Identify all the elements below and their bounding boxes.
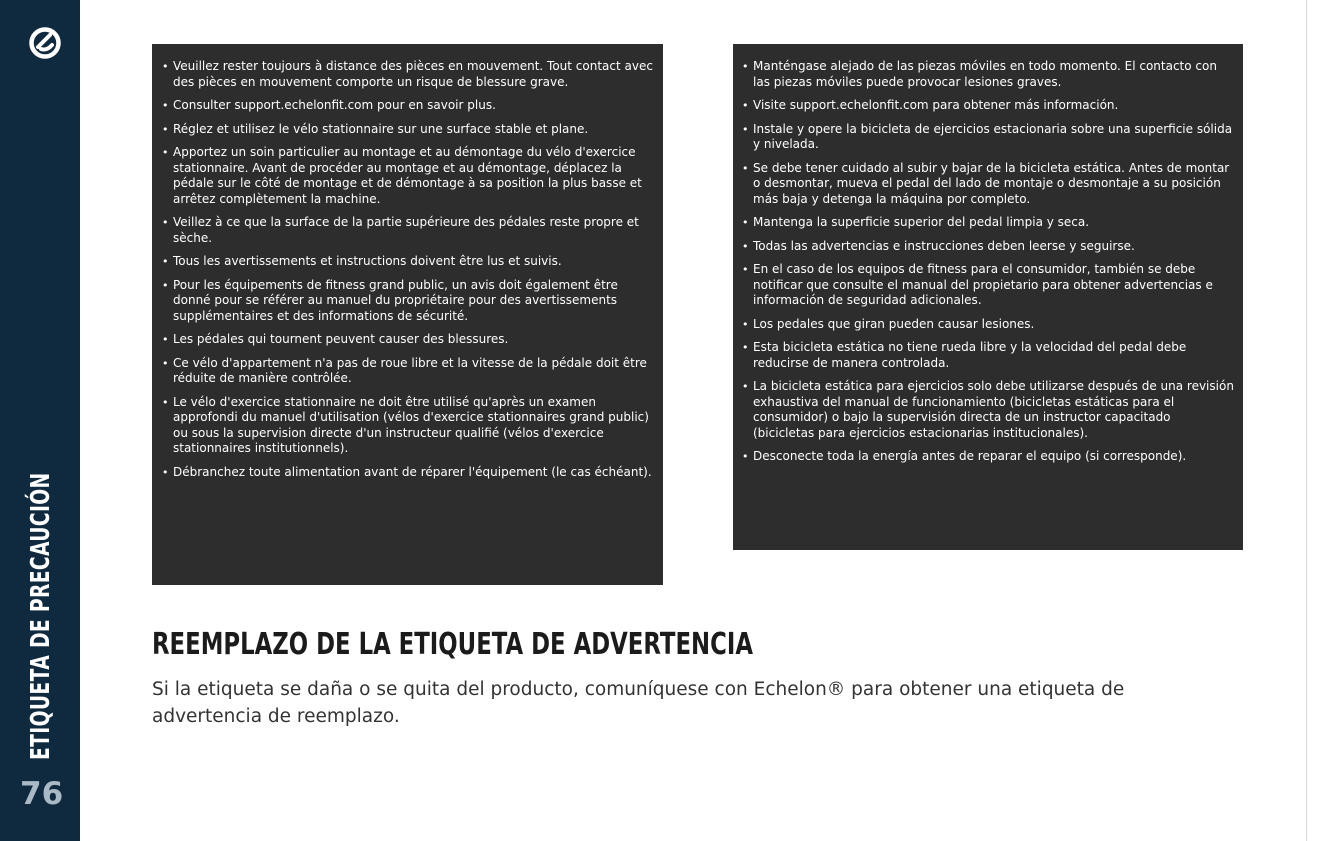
warning-item: • Ce vélo d'appartement n'a pas de roue libre et la vitesse de la pédale doit être réduite de manière contrôlée. [162,356,655,387]
warning-item: • Consulter support.echelonfit.com pour en savoir plus. [162,98,655,114]
warning-item: • En el caso de los equipos de fitness para el consumidor, también se debe notificar que consulte el manual del propietario para obtener advertencias e información de seguridad adicionales. [742,262,1235,309]
warning-item: • Veillez à ce que la surface de la partie supérieure des pédales reste propre et sèche. [162,215,655,246]
warning-item: • Pour les équipements de fitness grand public, un avis doit également être donné pour se référer au manuel du propriétaire pour des avertissements supplémentaires et des informations de sécurité. [162,278,655,325]
sidebar [0,0,80,841]
warning-item: • Mantenga la superficie superior del pedal limpia y seca. [742,215,1235,231]
warning-item: • Veuillez rester toujours à distance des pièces en mouvement. Tout contact avec des pièces en mouvement comporte un risque de blessure grave. [162,59,655,90]
warning-item: • Apportez un soin particulier au montage et au démontage du vélo d'exercice stationnaire. Avant de procéder au montage et au démontage, déplacez la pédale sur le côté de montage et de démontage à sa position la plus basse et arrêtez complètement la machine. [162,145,655,207]
replacement-heading: REEMPLAZO DE LA ETIQUETA DE ADVERTENCIA [152,627,753,662]
page-edge-divider [1306,0,1307,841]
page-number: 76 [20,776,64,812]
warning-item: • Les pédales qui tournent peuvent causer des blessures. [162,332,655,348]
warning-label-spanish [733,44,1243,550]
warning-item: • Todas las advertencias e instrucciones deben leerse y seguirse. [742,239,1235,255]
warning-item: • Los pedales que giran pueden causar lesiones. [742,317,1235,333]
warning-item: • Tous les avertissements et instructions doivent être lus et suivis. [162,254,655,270]
warning-item: • Instale y opere la bicicleta de ejercicios estacionaria sobre una superficie sólida y nivelada. [742,122,1235,153]
warning-item: • La bicicleta estática para ejercicios solo debe utilizarse después de una revisión exhaustiva del manual de funcionamiento (bicicletas estáticas para el consumidor) o bajo la supervisión directa de un instructor capacitado (bicicletas para ejercicios estacionarias institucionales). [742,379,1235,441]
warning-item: • Visite support.echelonfit.com para obtener más información. [742,98,1235,114]
warning-item: • Réglez et utilisez le vélo stationnaire sur une surface stable et plane. [162,122,655,138]
replacement-body: Si la etiqueta se daña o se quita del producto, comuníquese con Echelon® para obtener una etiqueta de advertencia de reemplazo. [152,679,1125,727]
warning-item: • Se debe tener cuidado al subir y bajar de la bicicleta estática. Antes de montar o desmontar, mueva el pedal del lado de montaje o desmontaje a su posición más baja y detenga la máquina por completo. [742,161,1235,208]
section-title: ETIQUETA DE PRECAUCIÓN [26,472,56,760]
warning-item: • Débranchez toute alimentation avant de réparer l'équipement (le cas échéant). [162,465,655,481]
warning-list-french [162,59,655,480]
warning-item: • Manténgase alejado de las piezas móviles en todo momento. El contacto con las piezas móviles puede provocar lesiones graves. [742,59,1235,90]
echelon-logo-icon [28,26,62,60]
warning-label-french [152,44,663,585]
warning-item: • Le vélo d'exercice stationnaire ne doit être utilisé qu'après un examen approfondi du manuel d'utilisation (vélos d'exercice stationnaires grand public) ou sous la supervision directe d'un instructeur qualifié (vélos d'exercice stationnaires institutionnels). [162,395,655,457]
warning-list-spanish [742,59,1235,465]
warning-item: • Esta bicicleta estática no tiene rueda libre y la velocidad del pedal debe reducirse de manera controlada. [742,340,1235,371]
warning-item: • Desconecte toda la energía antes de reparar el equipo (si corresponde). [742,449,1235,465]
